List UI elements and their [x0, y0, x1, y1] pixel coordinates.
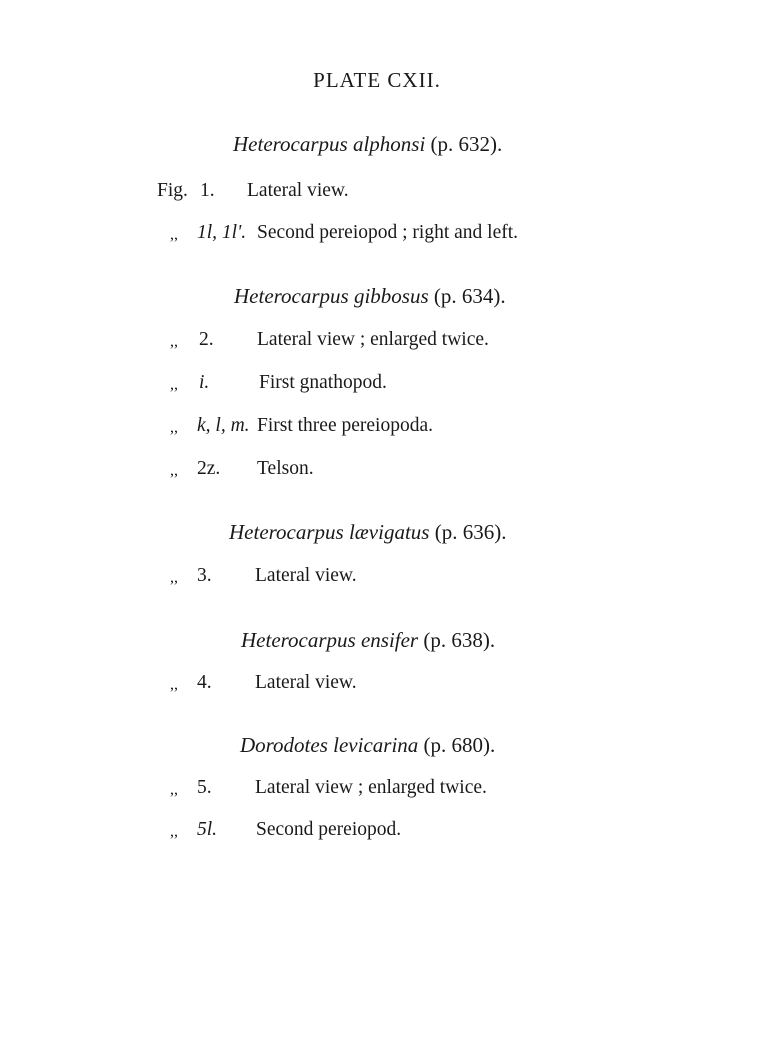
- figure-description: First gnathopod.: [259, 372, 387, 393]
- figure-number: 5.: [197, 777, 212, 798]
- figure-prefix: ,,: [170, 226, 178, 243]
- figure-prefix: ,,: [170, 676, 178, 693]
- species-name: Heterocarpus ensifer: [241, 628, 419, 652]
- page-ref: (p. 636).: [434, 520, 507, 544]
- figure-description: Lateral view.: [255, 672, 357, 693]
- species-heading: [229, 520, 506, 545]
- page-ref: (p. 632).: [430, 132, 503, 156]
- page-ref: (p. 634).: [433, 284, 506, 308]
- page-ref: (p. 680).: [423, 733, 496, 757]
- figure-description: Second pereiopod ; right and left.: [257, 222, 519, 243]
- page-ref: (p. 638).: [423, 628, 496, 652]
- species-name: Dorodotes levicarina: [240, 733, 419, 757]
- figure-prefix: ,,: [170, 462, 178, 479]
- species-name: Heterocarpus gibbosus: [234, 284, 429, 308]
- figure-prefix: ,,: [170, 419, 178, 436]
- figure-number: 2z.: [197, 458, 221, 479]
- species-heading: [240, 733, 495, 758]
- figure-description: First three pereiopoda.: [257, 415, 433, 436]
- figure-number: 1l, 1l'.: [197, 222, 247, 243]
- figure-prefix: ,,: [170, 376, 178, 393]
- figure-description: Lateral view ; enlarged twice.: [257, 329, 489, 350]
- figure-description: Lateral view.: [255, 565, 357, 586]
- species-name: Heterocarpus lævigatus: [229, 520, 430, 544]
- species-name: Heterocarpus alphonsi: [233, 132, 426, 156]
- figure-number: 2.: [199, 329, 214, 350]
- figure-number: 3.: [197, 565, 212, 586]
- figure-description: Second pereiopod.: [256, 819, 402, 840]
- figure-description: Lateral view ; enlarged twice.: [255, 777, 487, 798]
- figure-number: k, l, m.: [197, 415, 250, 436]
- figure-number: i.: [199, 372, 210, 393]
- figure-number: 4.: [197, 672, 212, 693]
- species-heading: [234, 284, 506, 309]
- figure-description: Telson.: [257, 458, 314, 479]
- figure-number: 1.: [200, 180, 215, 201]
- figure-number: 5l.: [197, 819, 218, 840]
- figure-description: Lateral view.: [247, 180, 349, 201]
- plate-title: PLATE CXII.: [313, 68, 441, 92]
- figure-prefix: ,,: [170, 823, 178, 840]
- species-heading: [233, 132, 502, 157]
- species-heading: [241, 628, 495, 653]
- figure-prefix: Fig.: [157, 180, 188, 201]
- figure-prefix: ,,: [170, 781, 178, 798]
- figure-prefix: ,,: [170, 569, 178, 586]
- figure-prefix: ,,: [170, 333, 178, 350]
